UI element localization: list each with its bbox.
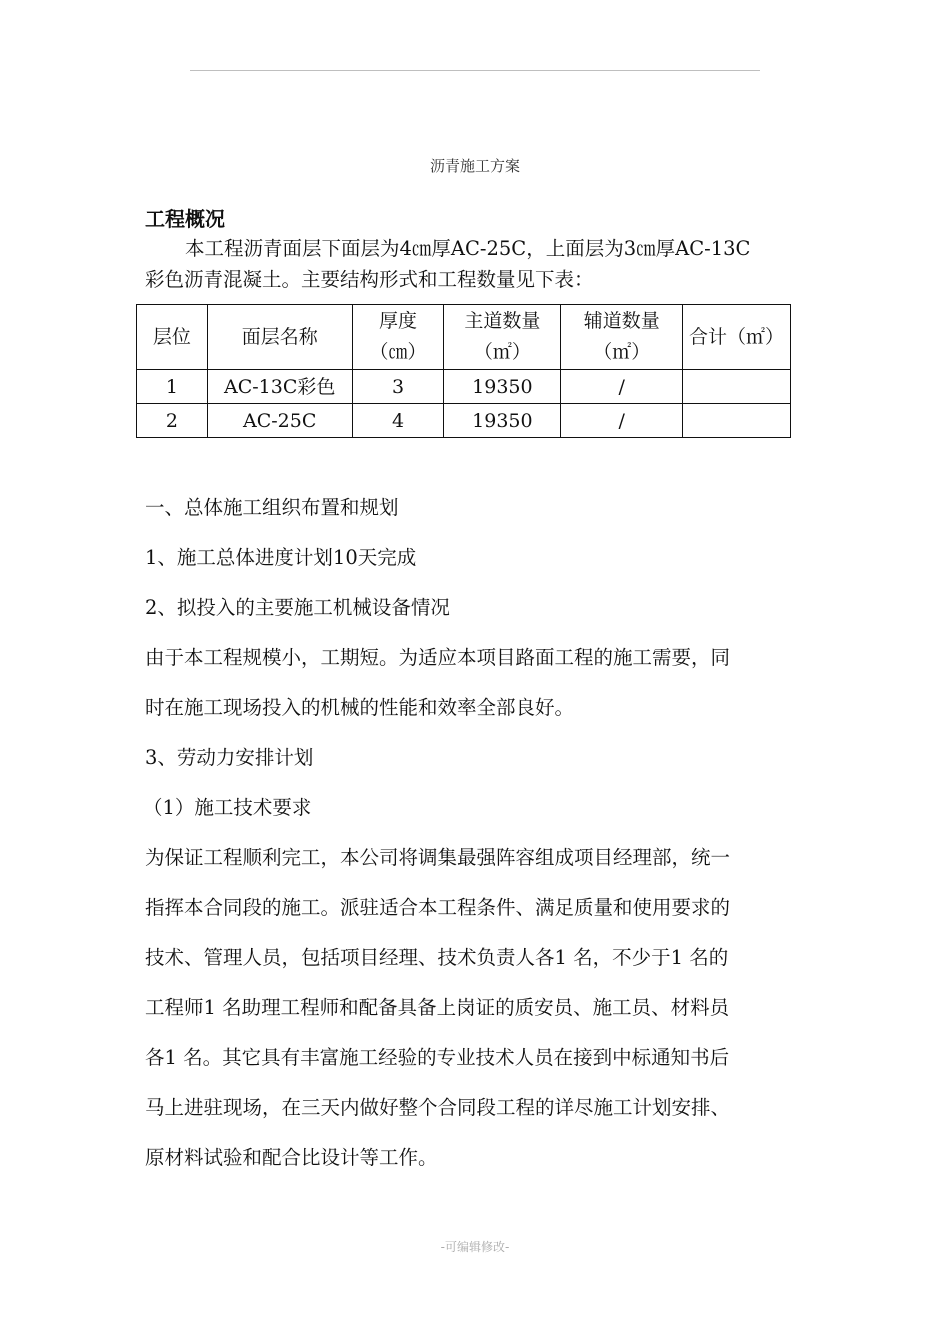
overview-line-1: 本工程沥青面层下面层为4㎝厚AC-25C，上面层为3㎝厚AC-13C <box>185 237 751 260</box>
quantities-table <box>136 304 791 438</box>
table-header-cell: 合计（㎡） <box>683 305 791 370</box>
table-cell: 19350 <box>444 404 561 438</box>
subsection-1-heading: （1）施工技术要求 <box>143 796 312 819</box>
table-header-cell: 主道数量 （㎡） <box>444 305 561 370</box>
staff-line: 指挥本合同段的施工。派驻适合本工程条件、满足质量和使用要求的 <box>145 896 731 919</box>
table-header-cell: 层位 <box>137 305 208 370</box>
table-header-cell: 面层名称 <box>207 305 352 370</box>
table-cell: AC-13C彩色 <box>207 370 352 404</box>
table-cell <box>683 404 791 438</box>
header-rule <box>190 70 760 71</box>
table-cell: / <box>561 370 683 404</box>
staff-line: 各1 名。其它具有丰富施工经验的专业技术人员在接到中标通知书后 <box>145 1046 730 1069</box>
table-cell <box>683 370 791 404</box>
table-cell: / <box>561 404 683 438</box>
staff-line: 为保证工程顺利完工，本公司将调集最强阵容组成项目经理部，统一 <box>145 846 731 869</box>
table-header-cell: 辅道数量 （㎡） <box>561 305 683 370</box>
staff-line: 工程师1 名助理工程师和配备具备上岗证的质安员、施工员、材料员 <box>145 996 730 1019</box>
table-cell: 4 <box>352 404 444 438</box>
staff-paragraph <box>145 833 817 1183</box>
table-cell: AC-25C <box>207 404 352 438</box>
table-header-row <box>137 305 791 370</box>
table-cell: 2 <box>137 404 208 438</box>
table-row <box>137 370 791 404</box>
table-header-cell: 厚度 （㎝） <box>352 305 444 370</box>
machinery-line: 由于本工程规模小，工期短。为适应本项目路面工程的施工需要，同 <box>145 646 731 669</box>
document-header-title: 沥青施工方案 <box>429 157 520 175</box>
overview-paragraph <box>145 233 815 295</box>
section-1-heading: 一、总体施工组织布置和规划 <box>145 496 399 519</box>
section-1-3-heading: 3、劳动力安排计划 <box>145 746 314 769</box>
page-footer: -可编辑修改- <box>440 1240 510 1254</box>
section-1-2-heading: 2、拟投入的主要施工机械设备情况 <box>145 596 450 619</box>
staff-line: 原材料试验和配合比设计等工作。 <box>145 1146 438 1169</box>
overview-heading: 工程概况 <box>145 207 225 231</box>
machinery-line: 时在施工现场投入的机械的性能和效率全部良好。 <box>145 696 575 719</box>
table-cell: 3 <box>352 370 444 404</box>
table-cell: 1 <box>137 370 208 404</box>
staff-line: 马上进驻现场，在三天内做好整个合同段工程的详尽施工计划安排、 <box>145 1096 731 1119</box>
staff-line: 技术、管理人员，包括项目经理、技术负责人各1 名，不少于1 名的 <box>145 946 729 969</box>
table-cell: 19350 <box>444 370 561 404</box>
machinery-paragraph <box>145 633 817 733</box>
overview-line-2: 彩色沥青混凝土。主要结构形式和工程数量见下表： <box>145 268 594 291</box>
section-1-1-heading: 1、施工总体进度计划10天完成 <box>145 546 417 569</box>
table-row <box>137 404 791 438</box>
